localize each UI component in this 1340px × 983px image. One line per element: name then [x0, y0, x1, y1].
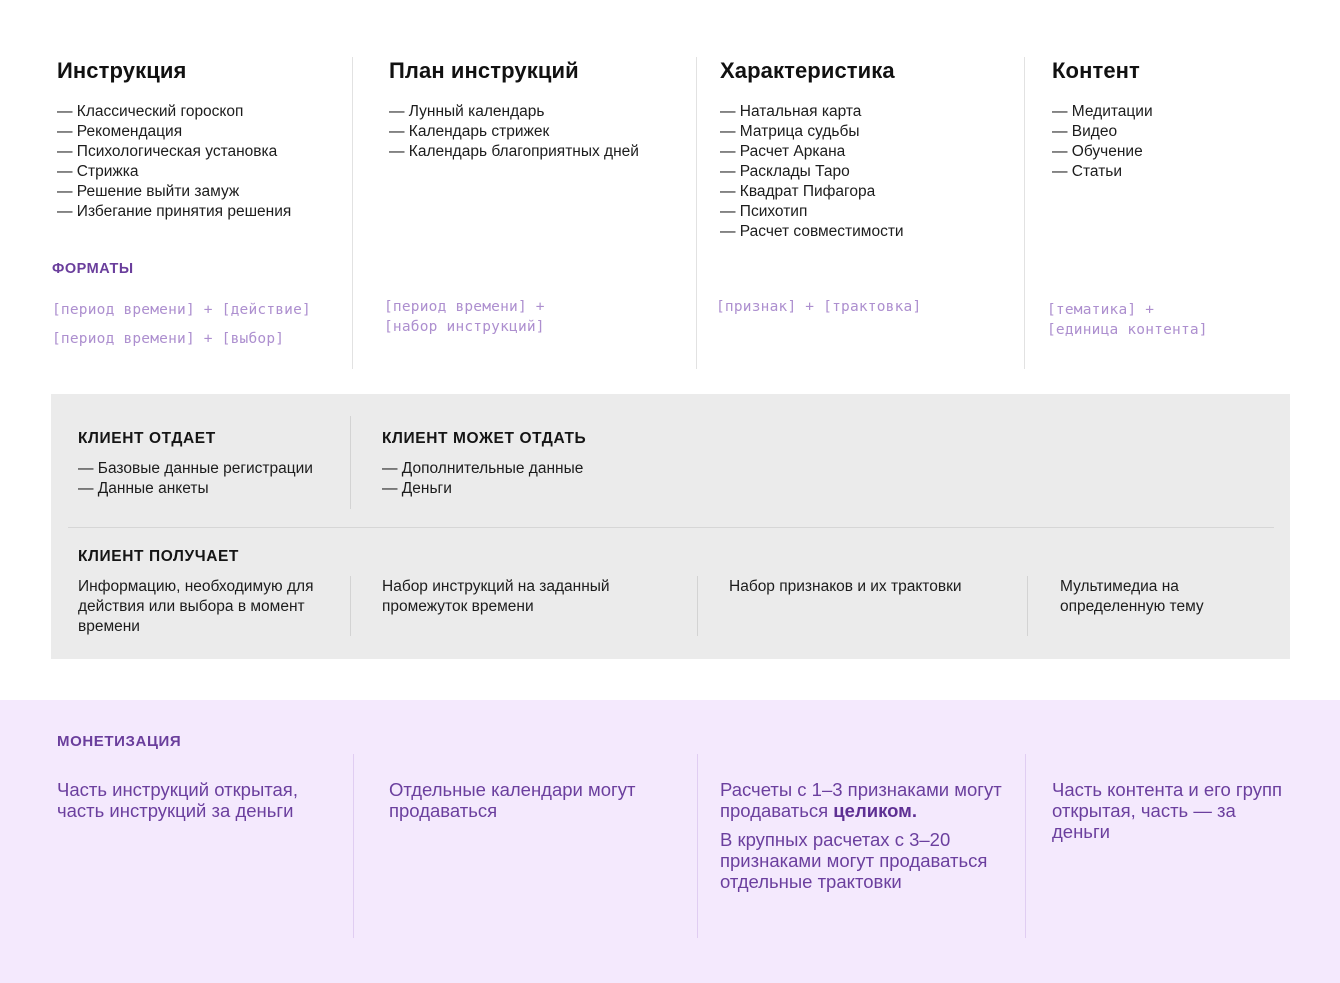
list-item: — Дополнительные данные — [382, 460, 584, 477]
format-formula: [период времени] + — [384, 299, 545, 315]
list-item: — Расчет Аркана — [720, 143, 846, 160]
format-formula: [тематика] + — [1047, 302, 1155, 318]
client-receives-label: КЛИЕНТ ПОЛУЧАЕТ — [78, 548, 240, 565]
panel-divider — [68, 527, 1274, 528]
list-item: — Квадрат Пифагора — [720, 183, 876, 200]
client-may-give — [382, 429, 586, 499]
format-formula: [единица контента] — [1047, 322, 1208, 338]
list-item: — Лунный календарь — [389, 103, 545, 120]
list-item: — Рекомендация — [57, 123, 183, 140]
list-item: — Статьи — [1052, 163, 1123, 180]
monetization-text — [389, 779, 664, 821]
monetization-paragraph: Часть контента и его групп открытая, часть — за деньги — [1052, 779, 1283, 842]
item-list — [57, 102, 347, 222]
list-item: — Данные анкеты — [78, 480, 209, 497]
list-item: — Классический гороскоп — [57, 103, 244, 120]
formats-label: ФОРМАТЫ — [52, 261, 134, 277]
list-item: — Психологическая установка — [57, 143, 278, 160]
receives-text: Набор признаков и их трактовки — [729, 578, 962, 595]
column-divider — [1024, 57, 1025, 369]
column-divider — [1025, 754, 1026, 938]
list-item: — Расклады Таро — [720, 163, 850, 180]
list-item: — Избегание принятия решения — [57, 203, 292, 220]
monetization-emphasis: целиком. — [833, 800, 917, 821]
list-item: — Календарь благоприятных дней — [389, 143, 639, 160]
item-list — [720, 102, 1015, 242]
receives-text: Набор инструкций на заданный промежуток времени — [382, 578, 610, 615]
monetization-label: МОНЕТИЗАЦИЯ — [57, 733, 182, 750]
monetization-paragraph — [720, 779, 1010, 821]
column-divider — [352, 57, 353, 369]
list-item: — Медитации — [1052, 103, 1153, 120]
list-item: — Деньги — [382, 480, 452, 497]
column-divider — [1027, 576, 1028, 636]
column-title: Характеристика — [720, 58, 895, 83]
column-divider — [696, 57, 697, 369]
list-item: — Базовые данные регистрации — [78, 460, 313, 477]
monetization-span: Расчеты с 1–3 признаками могут продаваться — [720, 779, 1002, 821]
client-may-give-label: КЛИЕНТ МОЖЕТ ОТДАТЬ — [382, 430, 587, 447]
format-formula: [набор инструкций] — [384, 319, 545, 335]
monetization-paragraph: В крупных расчетах с 3–20 признаками могут продаваться отдельные трактовки — [720, 829, 988, 892]
item-list — [78, 459, 313, 499]
column-divider — [697, 754, 698, 938]
item-list — [382, 459, 586, 499]
column-instruction-plan — [389, 58, 689, 162]
receives-text: Информацию, необходимую для действия или выбора в момент времени — [78, 578, 314, 635]
list-item: — Матрица судьбы — [720, 123, 860, 140]
format-formula: [период времени] + [действие] — [52, 302, 311, 318]
column-characteristic — [720, 58, 1015, 242]
monetization-paragraph: Отдельные календари могут продаваться — [389, 779, 636, 821]
monetization-paragraph: Часть инструкций открытая, часть инструкций за деньги — [57, 779, 298, 821]
column-instruction — [57, 58, 347, 222]
monetization-text — [57, 779, 332, 821]
list-item: — Расчет совместимости — [720, 223, 904, 240]
monetization-text — [720, 779, 1010, 892]
format-formula: [период времени] + [выбор] — [52, 331, 285, 347]
column-title: План инструкций — [389, 58, 579, 83]
list-item: — Стрижка — [57, 163, 139, 180]
list-item: — Натальная карта — [720, 103, 862, 120]
column-content — [1052, 58, 1302, 182]
item-list — [389, 102, 689, 162]
list-item: — Решение выйти замуж — [57, 183, 240, 200]
column-divider — [350, 416, 351, 509]
list-item: — Календарь стрижек — [389, 123, 550, 140]
client-gives — [78, 429, 313, 499]
column-title: Контент — [1052, 58, 1140, 83]
list-item: — Обучение — [1052, 143, 1143, 160]
receives-text: Мультимедиа на определенную тему — [1060, 578, 1204, 615]
client-gives-label: КЛИЕНТ ОТДАЕТ — [78, 430, 216, 447]
format-formula: [признак] + [трактовка] — [716, 299, 922, 315]
list-item: — Видео — [1052, 123, 1118, 140]
monetization-text — [1052, 779, 1287, 842]
item-list — [1052, 102, 1302, 182]
column-title: Инструкция — [57, 58, 187, 83]
column-divider — [353, 754, 354, 938]
column-divider — [697, 576, 698, 636]
list-item: — Психотип — [720, 203, 808, 220]
column-divider — [350, 576, 351, 636]
